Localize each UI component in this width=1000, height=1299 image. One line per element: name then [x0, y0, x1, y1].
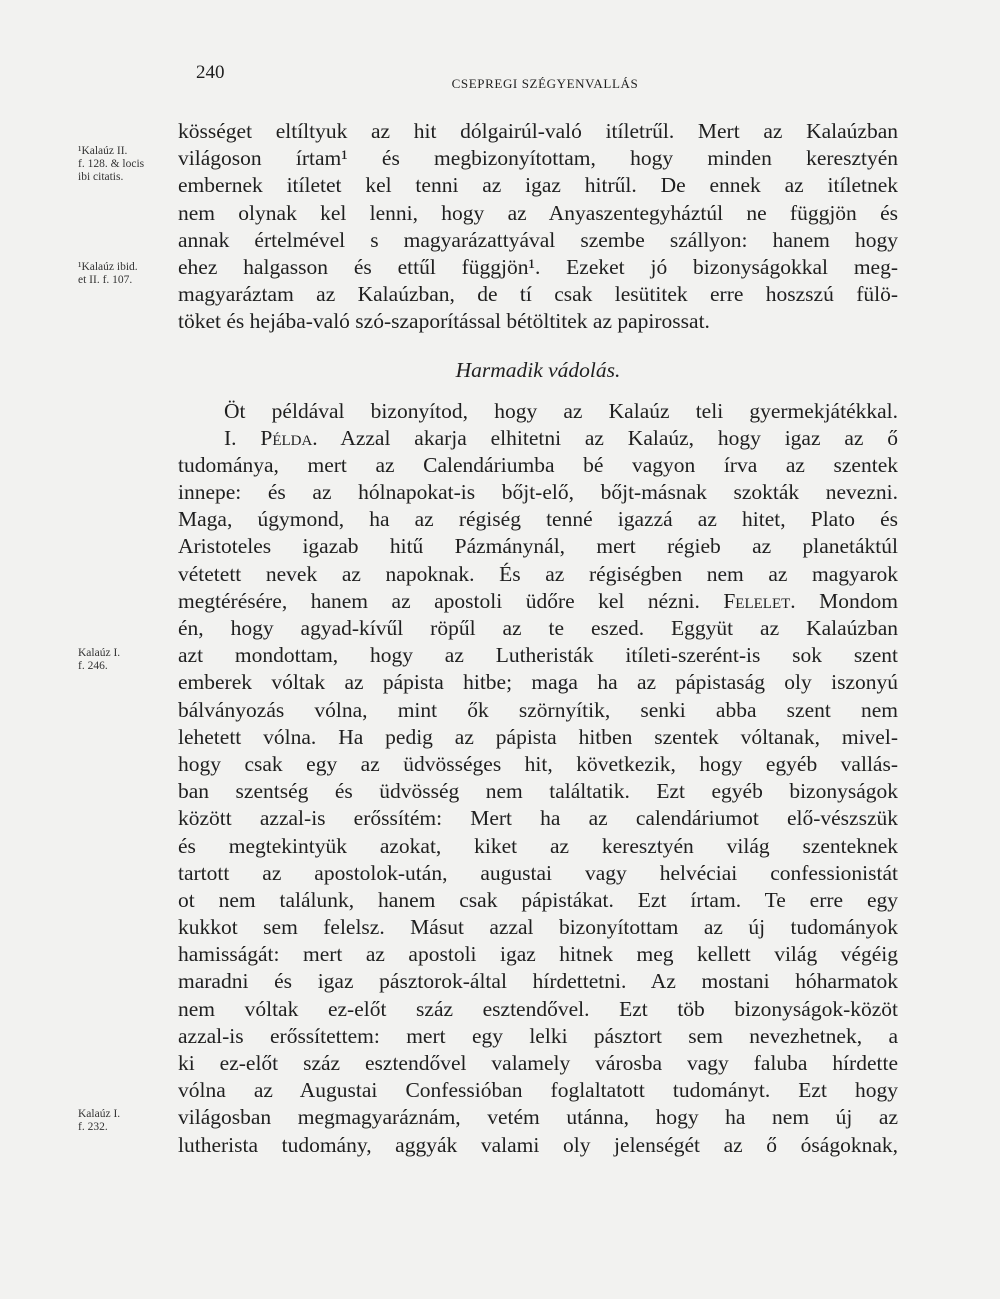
text-line: között azzal-is erőssítém: Mert ha az calendáriumot elő-vészszük	[178, 806, 898, 831]
text-line: bálványozás vólna, mint ők szörnyítik, senki abba szent nem	[178, 697, 898, 722]
text-line: hogy csak egy az üdvösséges hit, következik, hogy egyéb vallás-	[178, 751, 898, 776]
text-line: ehez halgasson és ettűl függjön¹. Ezeket jó bizonyságokkal meg-	[178, 254, 898, 279]
text-line: nem vóltak ez-előt száz esztendővel. Ezt töb bizonyságok-közöt	[178, 996, 898, 1021]
text-line: vólna az Augustai Confessióban foglaltatott tudományt. Ezt hogy	[178, 1078, 898, 1103]
section-heading: Harmadik vádolás.	[455, 357, 621, 382]
answer-label: Felelet.	[723, 588, 796, 613]
text-line: Maga, úgymond, ha az régiség tenné igazzá az hitet, Plato és	[178, 507, 898, 532]
text-line: ban szentség és üdvösség nem találtatik. Ezt egyéb bizonyságok	[178, 779, 898, 804]
text-line: azzal-is erőssítettem: mert egy lelki pásztort sem nevezhetnek, a	[178, 1023, 898, 1048]
example-number: I.	[224, 425, 261, 450]
text-line: világoson írtam¹ és megbizonyítottam, hogy minden keresztyén	[178, 146, 898, 171]
text-line	[178, 588, 898, 615]
text-line: innepe: és az hólnapokat-is bőjt-elő, bőjt-másnak szokták nevezni.	[178, 480, 898, 505]
margin-note-2: ¹Kalaúz ibid. et II. f. 107.	[78, 261, 138, 286]
text-line: embernek itíletet kel tenni az igaz hitrűl. De ennek az itíletnek	[178, 173, 898, 198]
text-line: maradni és igaz pásztorok-által hírdettetni. Az mostani hóharmatok	[178, 969, 898, 994]
text-line: magyaráztam az Kalaúzban, de tí csak lesütitek erre hoszszú fülö-	[178, 282, 898, 307]
text-line: lehetett vólna. Ha pedig az pápista hitben szentek vóltanak, mivel-	[178, 724, 898, 749]
text-line: kösséget eltíltyuk az hit dólgairúl-való itíletrűl. Mert az Kalaúzban	[178, 119, 898, 143]
text-line: emberek vóltak az pápista hitbe; maga ha az pápistaság oly iszonyú	[178, 670, 898, 695]
text-line: tudománya, mert az Calendáriumba bé vagyon írva az szentek	[178, 452, 898, 477]
text-line: én, hogy agyad-kívűl röpűl az te eszed. Eggyüt az Kalaúzban	[178, 616, 898, 640]
text-line: annak értelmével s magyarázattyával szembe szállyon: hanem hogy	[178, 227, 898, 252]
text-line: azt mondottam, hogy az Lutheristák itíleti-szerént-is sok szent	[178, 643, 898, 668]
example-label: Példa.	[260, 425, 318, 450]
page-number: 240	[196, 62, 225, 83]
section-two	[178, 398, 898, 1159]
text-span: megtérésére, hanem az apostoli üdőre kel nézni.	[178, 588, 724, 613]
text-line: és megtekintyük azokat, kiket az keresztyén világ szenteknek	[178, 833, 898, 858]
text-line: Aristoteles igazab hitű Pázmánynál, mert régieb az planetáktúl	[178, 534, 898, 559]
text-line: Öt példával bizonyítod, hogy az Kalaúz teli gyermekjátékkal.	[224, 398, 898, 423]
text-line: ki ez-előt száz esztendővel valamely városba vagy faluba hírdette	[178, 1051, 898, 1075]
text-line: világosban megmagyaráznám, vetém utánna, hogy ha nem új az	[178, 1105, 898, 1130]
text-line: ot nem találunk, hanem csak pápistákat. Ezt írtam. Te erre egy	[178, 887, 898, 912]
text-line: tartott az apostolok-után, augustai vagy helvéciai confessionistát	[178, 860, 898, 885]
margin-note-4: Kalaúz I. f. 232.	[78, 1108, 121, 1133]
text-span: Mondom	[795, 588, 898, 613]
margin-note-1: ¹Kalaúz II. f. 128. & locis ibi citatis.	[78, 145, 145, 183]
body-text	[178, 118, 898, 1159]
section-one	[178, 118, 898, 336]
text-line: lutherista tudomány, aggyák valami oly jelenségét az ő óságoknak,	[178, 1132, 898, 1157]
text-span: Azzal akarja elhitetni az Kalaúz, hogy igaz az ő	[317, 425, 898, 450]
margin-note-3: Kalaúz I. f. 246.	[78, 647, 121, 672]
text-line: kukkot sem felelsz. Másut azzal bizonyítottam az új tudományok	[178, 915, 898, 940]
text-line: nem olynak kel lenni, hogy az Anyaszentegyháztúl ne függjön és	[178, 200, 898, 225]
text-line: hamisságát: mert az apostoli igaz hitnek meg kellett világ végéig	[178, 942, 898, 967]
running-head: CSEPREGI SZÉGYENVALLÁS	[451, 76, 639, 91]
text-line	[178, 425, 898, 452]
text-line: töket és hejába-való szó-szaporítással bétöltitek az papirossat.	[178, 309, 710, 334]
text-line: vétetett nevek az napoknak. És az régiségben nem az magyarok	[178, 561, 898, 586]
